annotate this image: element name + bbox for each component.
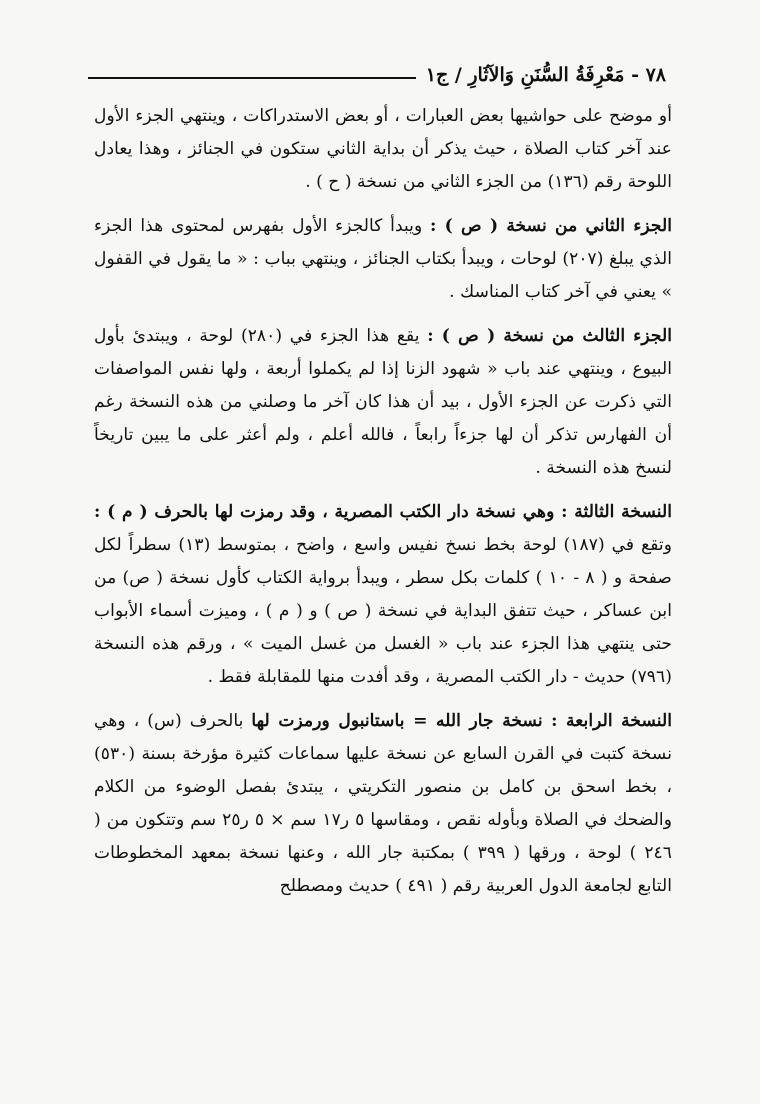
paragraph (94, 100, 672, 199)
paragraph (94, 210, 672, 309)
paragraph (94, 496, 672, 694)
paragraph (94, 320, 672, 485)
paragraph-text: بالحرف (س) ، وهي نسخة كتبت في القرن السابع عن نسخة عليها سماعات كثيرة مؤرخة بسنة (٥٣٠) ، بخط اسحق بن كامل بن منصور التكريتي ، يبتدئ بفصل الوضوء من الكلام والضحك في الصلاة وبأوله نقص ، ومقاسها ٥ ر١٧ سم × ٥ ر٢٥ سم وتتكون من ( ٢٤٦ ) لوحة ، ورقها ( ٣٩٩ ) بمكتبة جار الله ، وعنها نسخة بمعهد المخطوطات التابع لجامعة الدول العربية رقم ( ٤٩١ ) حديث ومصطلح (94, 711, 673, 896)
paragraph-lead: النسخة الثالثة : وهي نسخة دار الكتب المصرية ، وقد رمزت لها بالحرف ( م ) : (94, 502, 672, 522)
paragraph (94, 705, 672, 903)
running-header (88, 58, 666, 86)
paragraph-text: يقع هذا الجزء في (٢٨٠) لوحة ، ويبتدئ بأول البيوع ، وينتهي عند باب « شهود الزنا إذا لم يكملوا أربعة ، ولها نفس المواصفات التي ذكرت عن الجزء الأول ، بيد أن هذا كان آخر ما وصلني من هذه النسخة رغم أن الفهارس تذكر أن لها جزءاً رابعاً ، فالله أعلم ، ولم أعثر على ما يبين تاريخاً لنسخ هذه النسخة . (94, 326, 672, 478)
paragraph-lead: الجزء الثالث من نسخة ( ص ) : (427, 326, 672, 346)
paragraph-text: أو موضح على حواشيها بعض العبارات ، أو بعض الاستدراكات ، وينتهي الجزء الأول عند آخر كتاب الصلاة ، حيث يذكر أن بداية الثاني ستكون في الجنائز ، وهذا يعادل اللوحة رقم (١٣٦) من الجزء الثاني من نسخة ( ح ) . (94, 106, 672, 192)
header-rule (88, 77, 416, 79)
paragraph-lead: الجزء الثاني من نسخة ( ص ) : (429, 216, 672, 236)
running-title: ٧٨ - مَعْرِفَةُ السُّنَنِ وَالآثَارِ / ج١ (425, 64, 666, 86)
page-body (94, 100, 672, 914)
paragraph-text: ويبدأ كالجزء الأول بفهرس لمحتوى هذا الجزء الذي يبلغ (٢٠٧) لوحات ، ويبدأ بكتاب الجنائز ، وينتهي بباب : « ما يقول في القفول » يعني في آخر كتاب المناسك . (94, 216, 672, 302)
paragraph-text: وتقع في (١٨٧) لوحة بخط نسخ نفيس واسع ، واضح ، بمتوسط (١٣) سطراً لكل صفحة و ( ٨ - ١٠ ) كلمات بكل سطر ، ويبدأ برواية الكتاب كأول نسخة ( ص) من ابن عساكر ، حيث تتفق البداية في نسخة ( ص ) و ( م ) ، وميزت أسماء الأبواب حتى ينتهي هذا الجزء عند باب « الغسل من غسل الميت » ، ورقم هذه النسخة (٧٩٦) حديث - دار الكتب المصرية ، وقد أفدت منها للمقابلة فقط . (94, 535, 672, 687)
paragraph-lead: النسخة الرابعة : نسخة جار الله = باستانبول ورمزت لها (251, 711, 672, 731)
